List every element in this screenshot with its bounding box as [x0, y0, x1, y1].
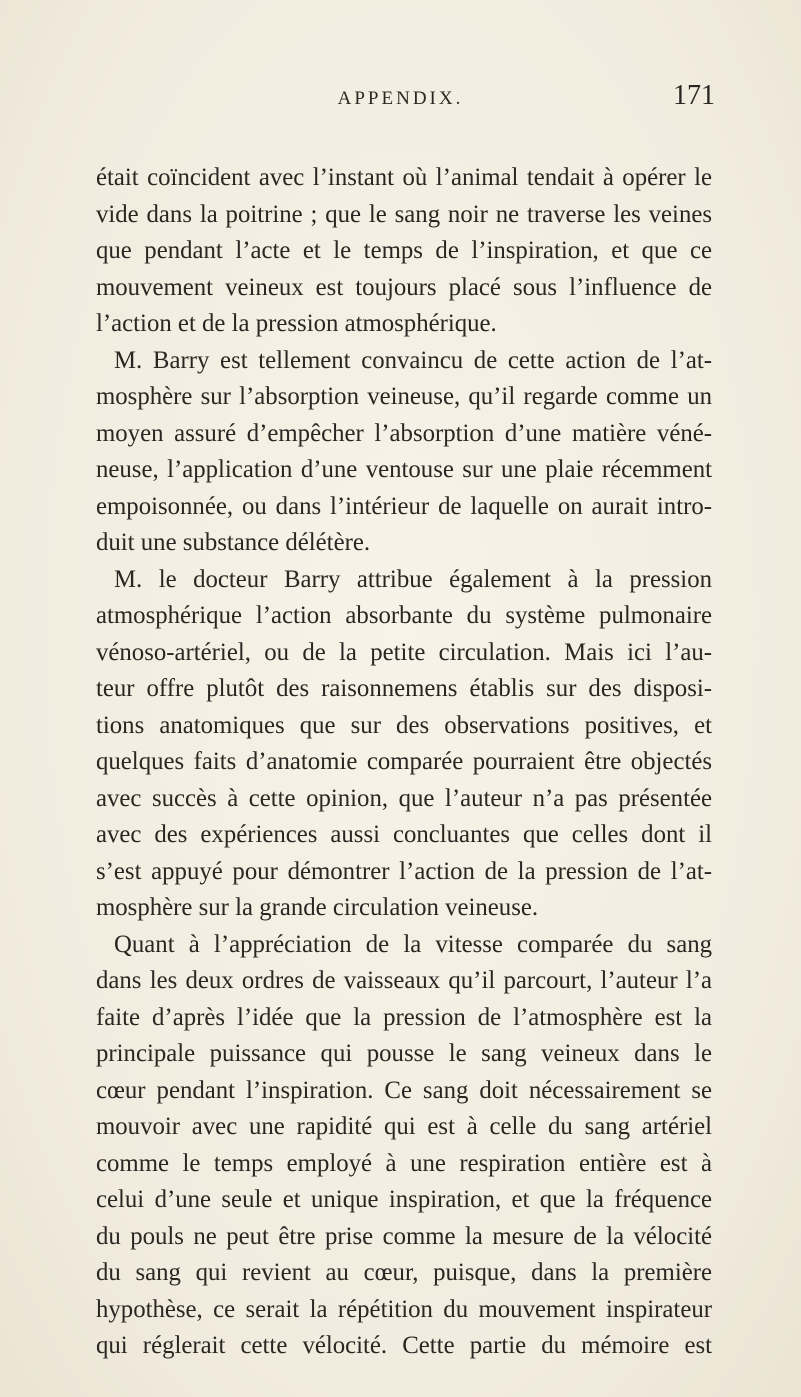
text-line: empoisonnée, ou dans l’intérieur de laquelle on aurait intro-	[96, 492, 712, 520]
text-line: l’action et de la pression atmosphérique.	[96, 310, 497, 337]
text-line: avec succès à cette opinion, que l’auteur n’a pas présentée	[96, 784, 712, 812]
text-line: que pendant l’acte et le temps de l’inspiration, et que ce	[96, 237, 712, 264]
text-line: dans les deux ordres de vaisseaux qu’il parcourt, l’auteur l’a	[96, 967, 712, 994]
text-line: M. Barry est tellement convaincu de cette action de l’at-	[114, 346, 712, 374]
text-line: vide dans la poitrine ; que le sang noir ne traverse les veines	[96, 200, 712, 228]
text-line: duit une substance délétère.	[96, 529, 371, 556]
body-text	[96, 160, 712, 1365]
text-line: cœur pendant l’inspiration. Ce sang doit nécessairement se	[96, 1076, 712, 1104]
text-line: neuse, l’application d’une ventouse sur une plaie récemment	[96, 456, 712, 483]
page-number: 171	[673, 80, 715, 111]
text-line: moyen assuré d’empêcher l’absorption d’une matière véné-	[96, 419, 712, 447]
text-line: mosphère sur la grande circulation veineuse.	[96, 894, 539, 921]
text-line: mouvement veineux est toujours placé sous l’influence de	[96, 273, 712, 301]
running-head	[0, 80, 801, 120]
text-line: celui d’une seule et unique inspiration, et que la fréquence	[96, 1186, 712, 1213]
text-line: avec des expériences aussi concluantes que celles dont il	[96, 821, 712, 848]
text-line: hypothèse, ce serait la répétition du mouvement inspirateur	[96, 1295, 712, 1323]
text-line: M. le docteur Barry attribue également à la pression	[114, 565, 712, 593]
text-line: mosphère sur l’absorption veineuse, qu’il regarde comme un	[96, 383, 712, 410]
text-line: qui réglerait cette vélocité. Cette partie du mémoire est	[96, 1332, 712, 1359]
text-line: s’est appuyé pour démontrer l’action de la pression de l’at-	[96, 857, 712, 885]
text-line: tions anatomiques que sur des observations positives, et	[96, 711, 712, 739]
text-line: quelques faits d’anatomie comparée pourraient être objectés	[96, 748, 712, 775]
text-line: du pouls ne peut être prise comme la mesure de la vélocité	[96, 1222, 712, 1250]
text-line: mouvoir avec une rapidité qui est à celle du sang artériel	[96, 1113, 712, 1140]
text-line: vénoso-artériel, ou de la petite circulation. Mais ici l’au-	[96, 638, 712, 666]
text-line: comme le temps employé à une respiration entière est à	[96, 1149, 712, 1177]
text-line: faite d’après l’idée que la pression de l’atmosphère est la	[96, 1003, 712, 1031]
text-line: principale puissance qui pousse le sang veineux dans le	[96, 1040, 712, 1067]
text-line: Quant à l’appréciation de la vitesse comparée du sang	[114, 930, 712, 958]
text-line: atmosphérique l’action absorbante du système pulmonaire	[96, 602, 712, 629]
text-line: teur offre plutôt des raisonnemens établis sur des disposi-	[96, 675, 712, 702]
text-line: était coïncident avec l’instant où l’animal tendait à opérer le	[96, 164, 712, 191]
text-line: du sang qui revient au cœur, puisque, dans la première	[96, 1259, 712, 1286]
running-title: APPENDIX.	[337, 88, 464, 109]
